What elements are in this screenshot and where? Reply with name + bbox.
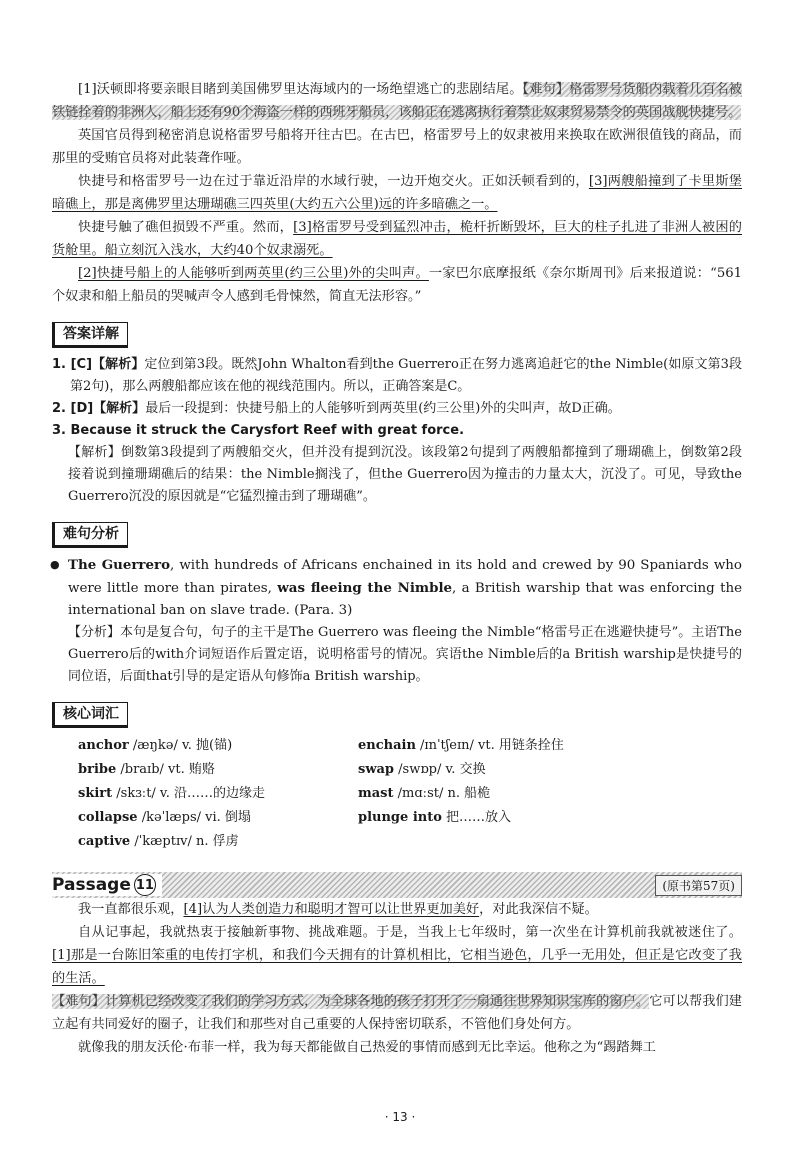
- story-paragraph-5: [52, 262, 742, 308]
- vocab-entry: [78, 782, 358, 806]
- vocab-left-column: [78, 734, 358, 854]
- answer-item-2: [52, 398, 742, 420]
- vocab-def: /ɪnˈtʃeɪn/ vt. 用链条拴住: [420, 738, 564, 753]
- analysis-sentence: [52, 554, 742, 622]
- vocab-def: /braɪb/ vt. 贿赂: [120, 762, 215, 777]
- vocab-def: /kəˈlæps/ vi. 倒塌: [141, 810, 251, 825]
- passage-title-text: Passage: [52, 875, 131, 895]
- analysis-heading: 难句分析: [52, 522, 128, 548]
- vocab-word: captive: [78, 834, 131, 849]
- passage-paragraph-4: 就像我的朋友沃伦·布菲一样，我为每天都能做自己热爱的事情而感到无比幸运。他称之为“踢踏舞工: [78, 1040, 656, 1055]
- passage-p3-text: 它可以帮我们建立起有共同爱好的圈子，让我们和那些对自己重要的人保持密切联系，不管他们身处何方。: [52, 994, 742, 1032]
- underlined-answer-2: [2]快捷号船上的人能够听到两英里(约三公里)外的尖叫声。: [78, 266, 429, 281]
- story-paragraph-1: [52, 78, 742, 124]
- vocab-def: /ˈkæptɪv/ n. 俘虏: [134, 834, 239, 849]
- vocab-word: enchain: [358, 738, 416, 753]
- vocab-def: /æŋkə/ v. 抛(锚): [132, 738, 233, 753]
- vocab-def: /swɒp/ v. 交换: [398, 762, 486, 777]
- page-content: [52, 78, 742, 1059]
- story-paragraph-4: [52, 216, 742, 262]
- vocab-entry: [358, 806, 638, 830]
- passage-number-badge: 11: [134, 874, 156, 896]
- vocab-def: 把……放入: [446, 810, 512, 825]
- passage-paragraph-2: [52, 921, 742, 990]
- underlined-answer-3: [3]两艘船撞到了卡里斯堡暗礁上，那是离佛罗里达珊瑚礁三四英里(大约五六公里)远的许多暗礁之一。: [52, 174, 742, 212]
- vocab-word: skirt: [78, 786, 113, 801]
- passage-paragraph-3: [52, 990, 742, 1036]
- vocab-def: /skɜːt/ v. 沿……的边缘走: [116, 786, 265, 801]
- hard-sentence-highlight: 【难句】格雷罗号货船内载着几百名被铁链拴着的非洲人，船上还有90个海盗一样的西班牙船员，该船正在逃离执行着禁止奴隶贸易禁令的英国战舰快捷号。: [52, 82, 742, 120]
- vocab-entry: [78, 734, 358, 758]
- answer-2-text: 最后一段提到：快捷号船上的人能够听到两英里(约三公里)外的尖叫声，故D正确。: [145, 401, 621, 416]
- passage-hard-sentence-highlight: 【难句】计算机已经改变了我们的学习方式，为全球各地的孩子打开了一扇通往世界知识宝库的窗户。: [52, 994, 650, 1009]
- vocab-word: mast: [358, 786, 394, 801]
- vocab-entry: [358, 758, 638, 782]
- vocab-word: anchor: [78, 738, 129, 753]
- vocab-table: [78, 734, 638, 854]
- underlined-answer-1: [1]那是一台陈旧笨重的电传打字机，和我们今天拥有的计算机相比，它相当逊色，几乎一无用处，但正是它改变了我的生活。: [52, 948, 742, 986]
- story-p1-text: [1]沃顿即将要亲眼目睹到美国佛罗里达海域内的一场绝望逃亡的悲剧结尾。: [78, 82, 523, 97]
- vocab-entry: [78, 830, 358, 854]
- passage-header: [52, 872, 742, 898]
- answer-item-3: [52, 420, 742, 442]
- underlined-answer-3b: [3]格雷罗号受到猛烈冲击，桅杆折断毁坏，巨大的柱子扎进了非洲人被困的货舱里。船立刻沉入浅水，大约40个奴隶溺死。: [52, 220, 742, 258]
- passage-p1-text-b: ，对此我深信不疑。: [479, 902, 598, 917]
- page-number: · 13 ·: [384, 1110, 416, 1124]
- analysis-note-text: 本句是复合句，句子的主干是The Guerrero was fleeing the Nimble“格雷号正在逃避快捷号”。主语The Guerrero后的with介词短语作后置定语，说明格雷号的情况。宾语the Nimble后的a British warship是快捷号的同位语，后面that引导的是定语从句修饰a British warship。: [68, 625, 742, 684]
- answer-2-key: 2. [D]【解析】: [52, 401, 146, 416]
- answer-1-key: 1. [C]【解析】: [52, 357, 145, 372]
- story-p3-text: 快捷号和格雷罗号一边在过于靠近沿岸的水域行驶，一边开炮交火。正如沃顿看到的，: [78, 174, 589, 189]
- analysis-note-label: 【分析】: [68, 625, 121, 640]
- story-paragraph-3: [52, 170, 742, 216]
- vocab-word: plunge into: [358, 810, 442, 825]
- sentence-predicate: was fleeing the Nimble: [277, 580, 453, 596]
- answer-3-explanation: [52, 442, 742, 508]
- story-p5-text: 一家巴尔底摩报纸《奈尔斯周刊》后来报道说：“561个奴隶和船上船员的哭喊声令人感到毛骨悚然，简直无法形容。”: [52, 266, 743, 304]
- vocab-word: swap: [358, 762, 395, 777]
- vocab-word: bribe: [78, 762, 117, 777]
- passage-p1-text-a: 我一直都很乐观，: [78, 902, 184, 917]
- sentence-modifier: , with hundreds of Africans enchained in its hold and crewed by 90 Spaniards who were little more than pirates,: [68, 558, 742, 596]
- analysis-note: [52, 622, 742, 688]
- passage-p2-text: 自从记事起，我就热衷于接触新事物、挑战难题。于是，当我上七年级时，第一次坐在计算机前我就被迷住了。: [78, 925, 742, 940]
- vocab-heading: 核心词汇: [52, 702, 128, 728]
- answer-3-key: 3. Because it struck the Carysfort Reef with great force.: [52, 423, 465, 438]
- sentence-appositive: , a British warship that was enforcing the international ban on slave trade. (Para. 3): [68, 581, 742, 618]
- source-page-ref: (原书第57页): [655, 875, 742, 896]
- vocab-entry: [78, 806, 358, 830]
- story-p4-text: 快捷号触了礁但损毁不严重。然而，: [78, 220, 294, 235]
- answer-3-text: 倒数第3段提到了两艘船交火，但并没有提到沉没。该段第2句提到了两艘船都撞到了珊瑚礁上，倒数第2段接着说到撞珊瑚礁后的结果：the Nimble搁浅了，但the Guerrero因为撞击的力量太大，沉没了。可见，导致the Guerrero沉没的原因就是“它猛烈撞击到了珊瑚礁”。: [68, 445, 742, 504]
- story-paragraph-2: 英国官员得到秘密消息说格雷罗号船将开往古巴。在古巴，格雷罗号上的奴隶被用来换取在欧洲很值钱的商品，而那里的受贿官员将对此装聋作哑。: [52, 128, 742, 166]
- answer-item-1: [52, 354, 742, 398]
- answer-1-text: 定位到第3段。既然John Whalton看到the Guerrero正在努力逃离追赶它的the Nimble(如原文第3段第2句)，那么两艘船都应该在他的视线范围内。所以，正确答案是C。: [70, 357, 742, 394]
- underlined-answer-4: [4]认为人类创造力和聪明才智可以让世界更加美好: [183, 902, 480, 917]
- vocab-entry: [78, 758, 358, 782]
- vocab-entry: [358, 782, 638, 806]
- answers-heading: 答案详解: [52, 322, 128, 348]
- vocab-entry: [358, 734, 638, 758]
- answer-3-label: 【解析】: [68, 445, 121, 460]
- passage-paragraph-1: [52, 898, 742, 921]
- sentence-subject: The Guerrero: [68, 557, 170, 573]
- vocab-def: /mɑːst/ n. 船桅: [397, 786, 491, 801]
- passage-title: [52, 874, 162, 896]
- vocab-right-column: [358, 734, 638, 854]
- vocab-word: collapse: [78, 810, 138, 825]
